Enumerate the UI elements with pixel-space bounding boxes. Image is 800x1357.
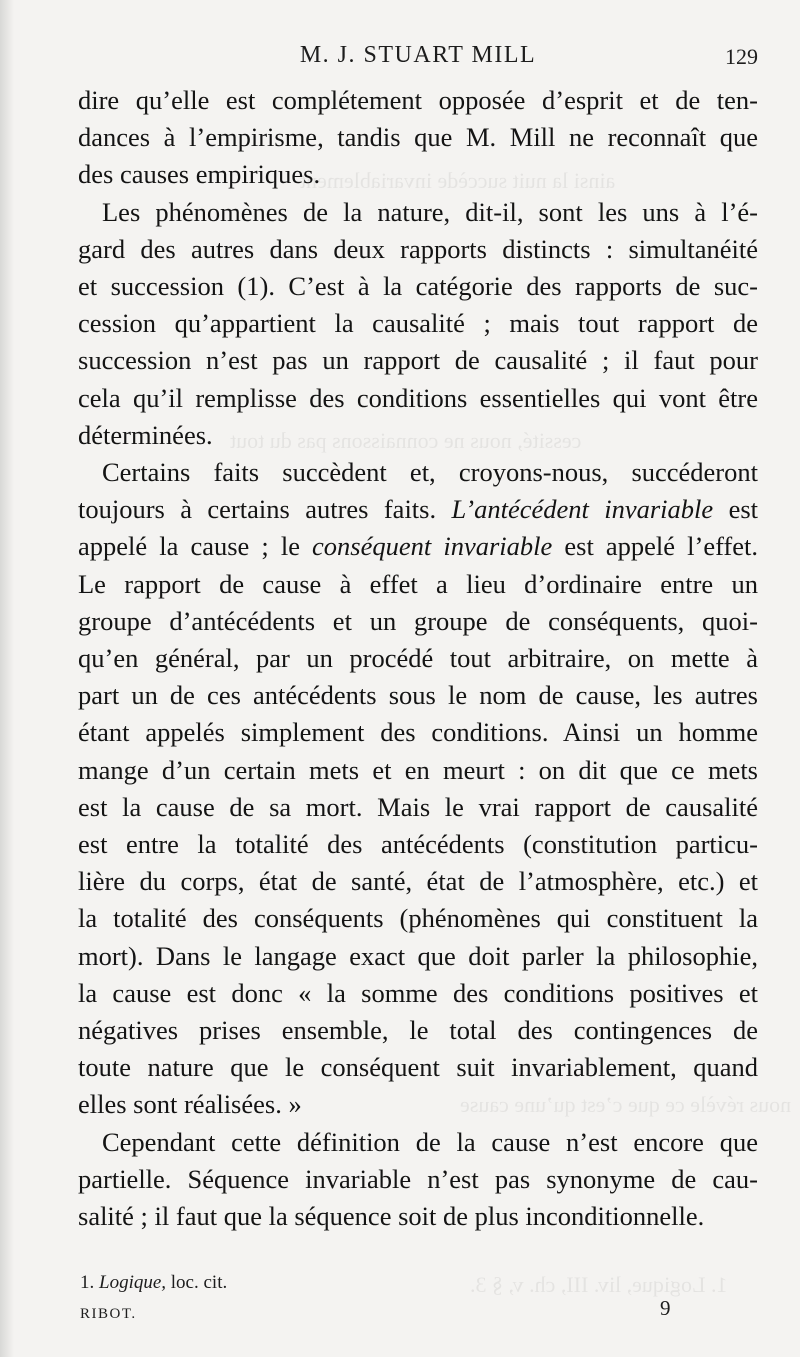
text-line: est la cause de sa mort. Mais le vrai rapport de causalité [78,791,758,822]
text-line: Cependant cette définition de la cause n’est encore que [102,1126,758,1157]
bleed-through-text: ainsi la nuit succède invariablement [300,168,616,193]
footnote [80,1272,227,1294]
paragraph-3 [78,454,758,1124]
text-line: partielle. Séquence invariable n’est pas synonyme de cau- [78,1163,758,1194]
italic-term: L’antécédent invariable [451,494,714,525]
text-line: dire qu’elle est complétement opposée d’esprit et de ten- [78,85,758,115]
bleed-through-text: cessité, nous ne connaissons pas du tout [230,428,582,453]
text-line: toute nature que le conséquent suit invariablement, quand [78,1052,758,1083]
footnote-marker: 1. [80,1272,95,1293]
text-run: est appelé l’effet. [552,531,758,562]
page-edge-shadow [0,0,14,1357]
text-line: Le rapport de cause à effet a lieu d’ordinaire entre un [78,568,758,599]
text-line: salité ; il faut que la séquence soit de plus inconditionnelle. [78,1201,705,1232]
text-line: dances à l’empirisme, tandis que M. Mill ne reconnaît que [78,122,758,153]
text-run: toujours à certains autres faits. [78,494,452,525]
footnote-ref: loc. cit. [166,1272,228,1293]
paragraph-4 [78,1124,758,1236]
text-line: succession n’est pas un rapport de causalité ; il faut pour [78,345,758,376]
bleed-through-text: 1. Logique, liv. III, ch. v, § 3. [470,1272,728,1297]
text-line: groupe d’antécédents et un groupe de conséquents, quoi- [78,605,758,636]
text-line: est entre la totalité des antécédents (constitution particu- [78,829,758,860]
text-line-with-italic [78,528,758,565]
text-line: la totalité des conséquents (phénomènes qui constituent la [78,903,758,934]
italic-term: conséquent invariable [312,531,553,562]
paragraph-2 [78,194,758,454]
text-line-with-italic [78,491,758,528]
text-line: des causes empiriques. [78,159,321,190]
text-line: elles sont réalisées. » [78,1089,302,1120]
text-line: cela qu’il remplisse des conditions essentielles qui vont être [78,382,758,413]
text-line: Certains faits succèdent et, croyons-nous, succéderont [102,457,758,488]
sheet-signature-number: 9 [660,1296,671,1320]
text-line: étant appelés simplement des conditions. Ainsi un homme [78,717,758,748]
text-line: et succession (1). C’est à la catégorie des rapports de suc- [78,271,758,302]
text-line: mange d’un certain mets et en meurt : on dit que ce mets [78,754,758,785]
paragraph-1 [78,82,758,194]
bleed-through-text: nous révèle ce que c’est qu’une cause [460,1092,792,1117]
text-line: mort). Dans le langage exact que doit parler la philosophie, [78,940,758,971]
text-line: cession qu’appartient la causalité ; mais tout rapport de [78,308,758,339]
text-line: part un de ces antécédents sous le nom de cause, les autres [78,680,758,711]
text-line: négatives prises ensemble, le total des contingences de [78,1015,758,1046]
text-run: appelé la cause ; le [78,531,313,562]
page-header [78,40,758,80]
footnote-title: Logique, [99,1272,167,1293]
text-line: la cause est donc « la somme des conditions positives et [78,977,758,1008]
body-text [78,82,758,1235]
page-number: 129 [725,44,758,69]
text-line: qu’en général, par un procédé tout arbitraire, on mette à [78,643,758,674]
text-line: gard des autres dans deux rapports distincts : simultanéité [78,233,758,264]
running-head: M. J. STUART MILL [299,42,537,68]
text-run: est [713,494,758,525]
text-line: Les phénomènes de la nature, dit-il, sont les uns à l’é- [102,196,758,227]
text-line: déterminées. [78,419,213,450]
text-line: lière du corps, état de santé, état de l’atmosphère, etc.) et [78,866,758,897]
printer-signature: RIBOT. [80,1306,137,1322]
